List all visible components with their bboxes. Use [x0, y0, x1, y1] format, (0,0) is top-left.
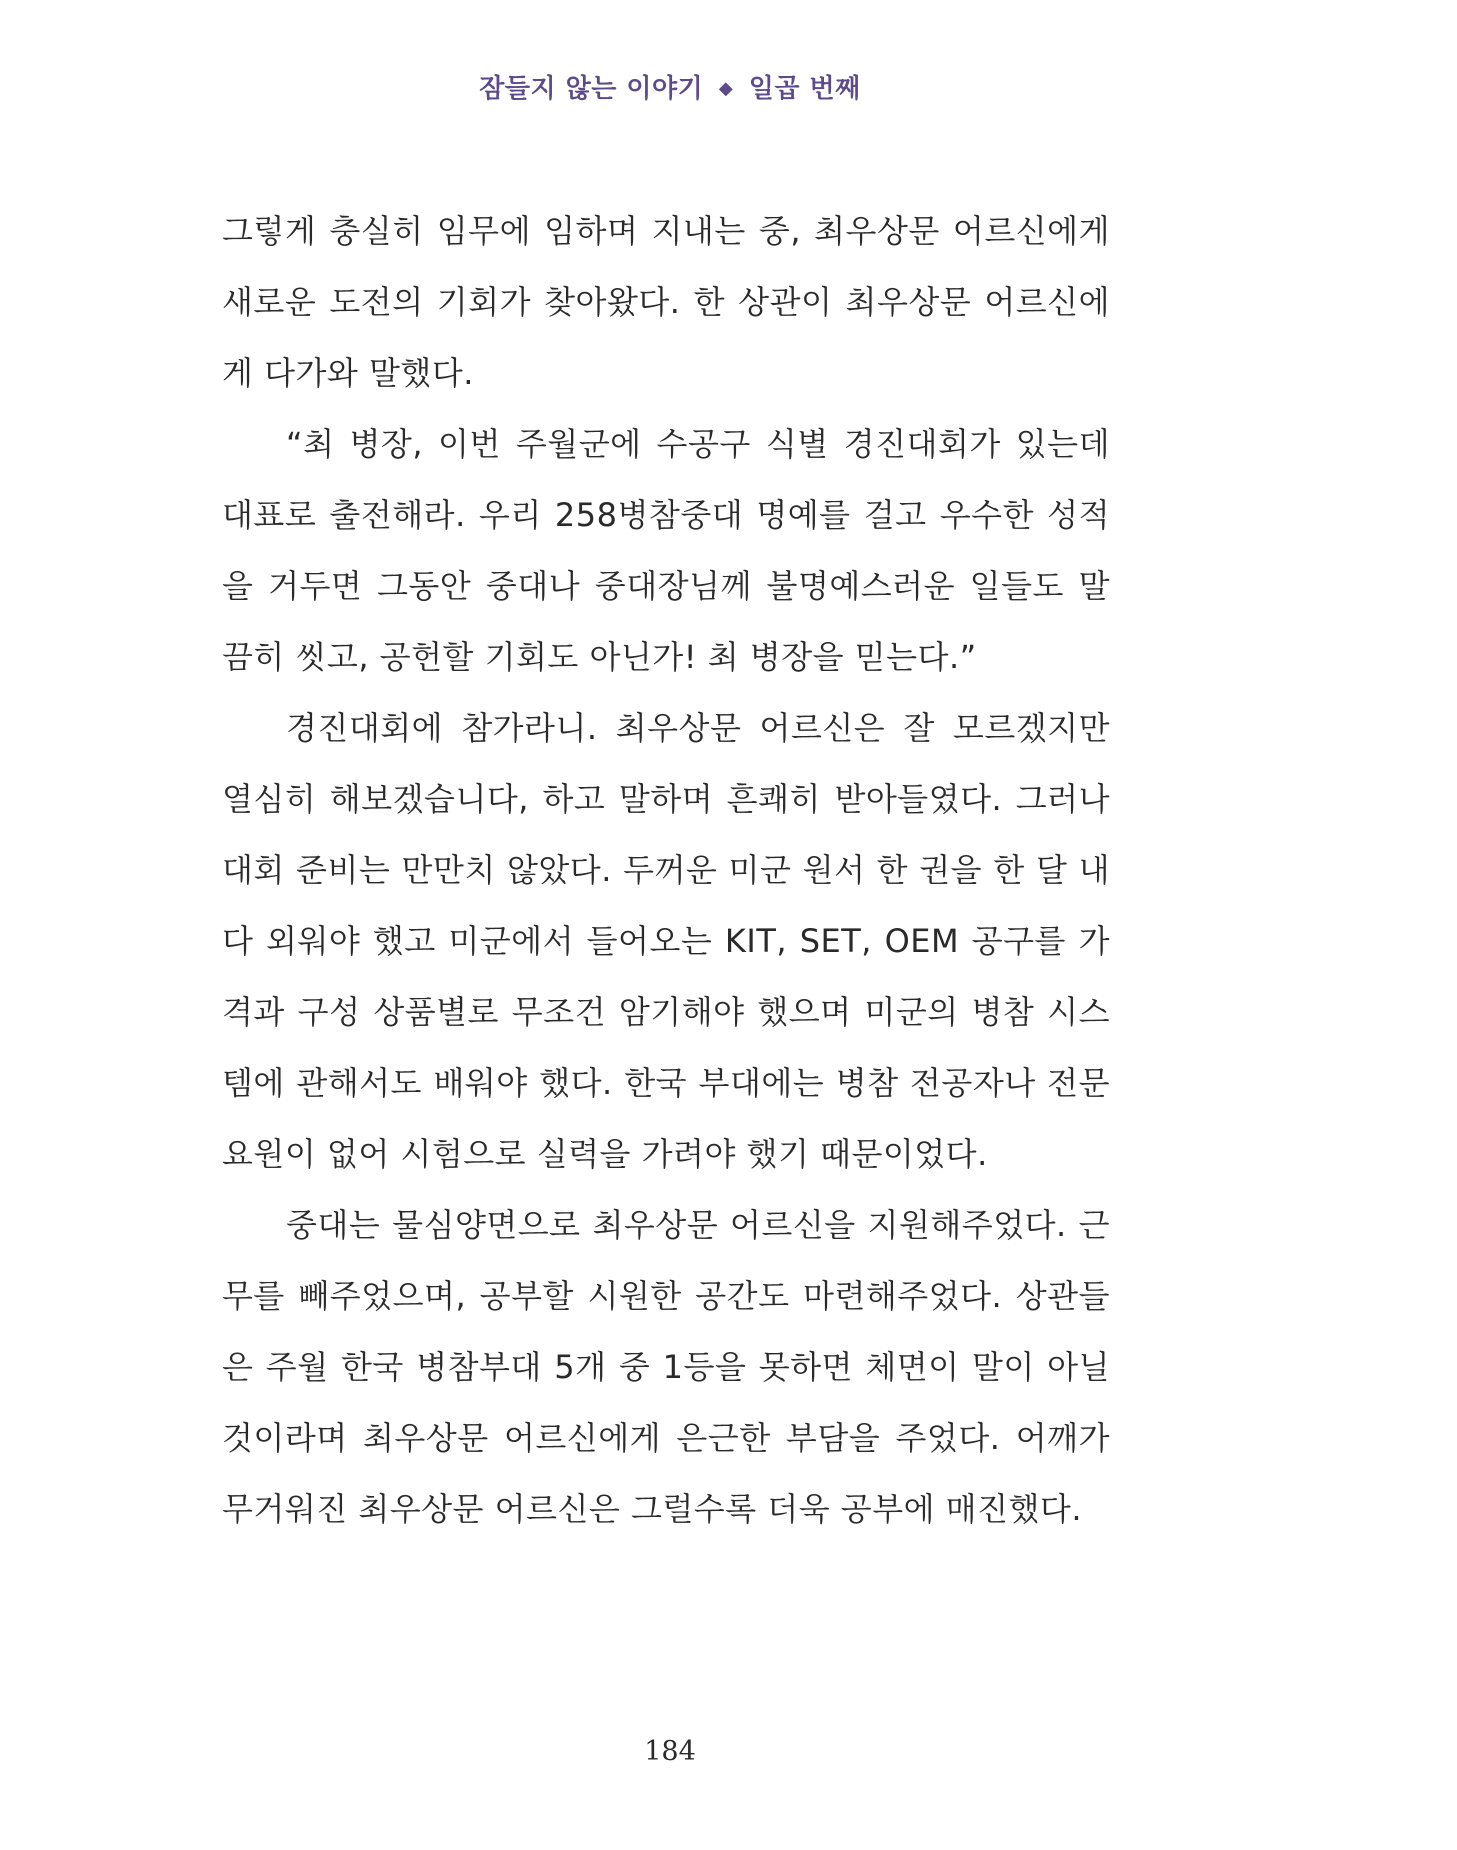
body-text: [222, 196, 1110, 1545]
diamond-separator-icon: ◆: [718, 78, 734, 99]
paragraph-1: 그렇게 충실히 임무에 임하며 지내는 중, 최우상문 어르신에게 새로운 도전의 기회가 찾아왔다. 한 상관이 최우상문 어르신에게 다가와 말했다.: [222, 212, 1110, 392]
page-number: 184: [644, 1736, 696, 1767]
paragraph-4: 중대는 물심양면으로 최우상문 어르신을 지원해주었다. 근무를 빼주었으며, 공부할 시원한 공간도 마련해주었다. 상관들은 주월 한국 병참부대 5개 중 1등을 못하면 체면이 말이 아닐 것이라며 최우상문 어르신에게 은근한 부담을 주었다. 어깨가 무거워진 최우상문 어르신은 그럴수록 더욱 공부에 매진했다.: [222, 1206, 1110, 1528]
chapter-title: 일곱 번째: [748, 74, 861, 104]
paragraph-3: 경진대회에 참가라니. 최우상문 어르신은 잘 모르겠지만 열심히 해보겠습니다, 하고 말하며 흔쾌히 받아들였다. 그러나 대회 준비는 만만치 않았다. 두꺼운 미군 원서 한 권을 한 달 내다 외워야 했고 미군에서 들어오는 KIT, SET, OEM 공구를 가격과 구성 상품별로 무조건 암기해야 했으며 미군의 병참 시스템에 관해서도 배워야 했다. 한국 부대에는 병참 전공자나 전문요원이 없어 시험으로 실력을 가려야 했기 때문이었다.: [222, 709, 1110, 1173]
book-title: 잠들지 않는 이야기: [479, 74, 704, 104]
paragraph-2: “최 병장, 이번 주월군에 수공구 식별 경진대회가 있는데 대표로 출전해라. 우리 258병참중대 명예를 걸고 우수한 성적을 거두면 그동안 중대나 중대장님께 불명예스러운 일들도 말끔히 씻고, 공헌할 기회도 아닌가! 최 병장을 믿는다.”: [222, 425, 1110, 676]
running-header: [0, 68, 1340, 105]
